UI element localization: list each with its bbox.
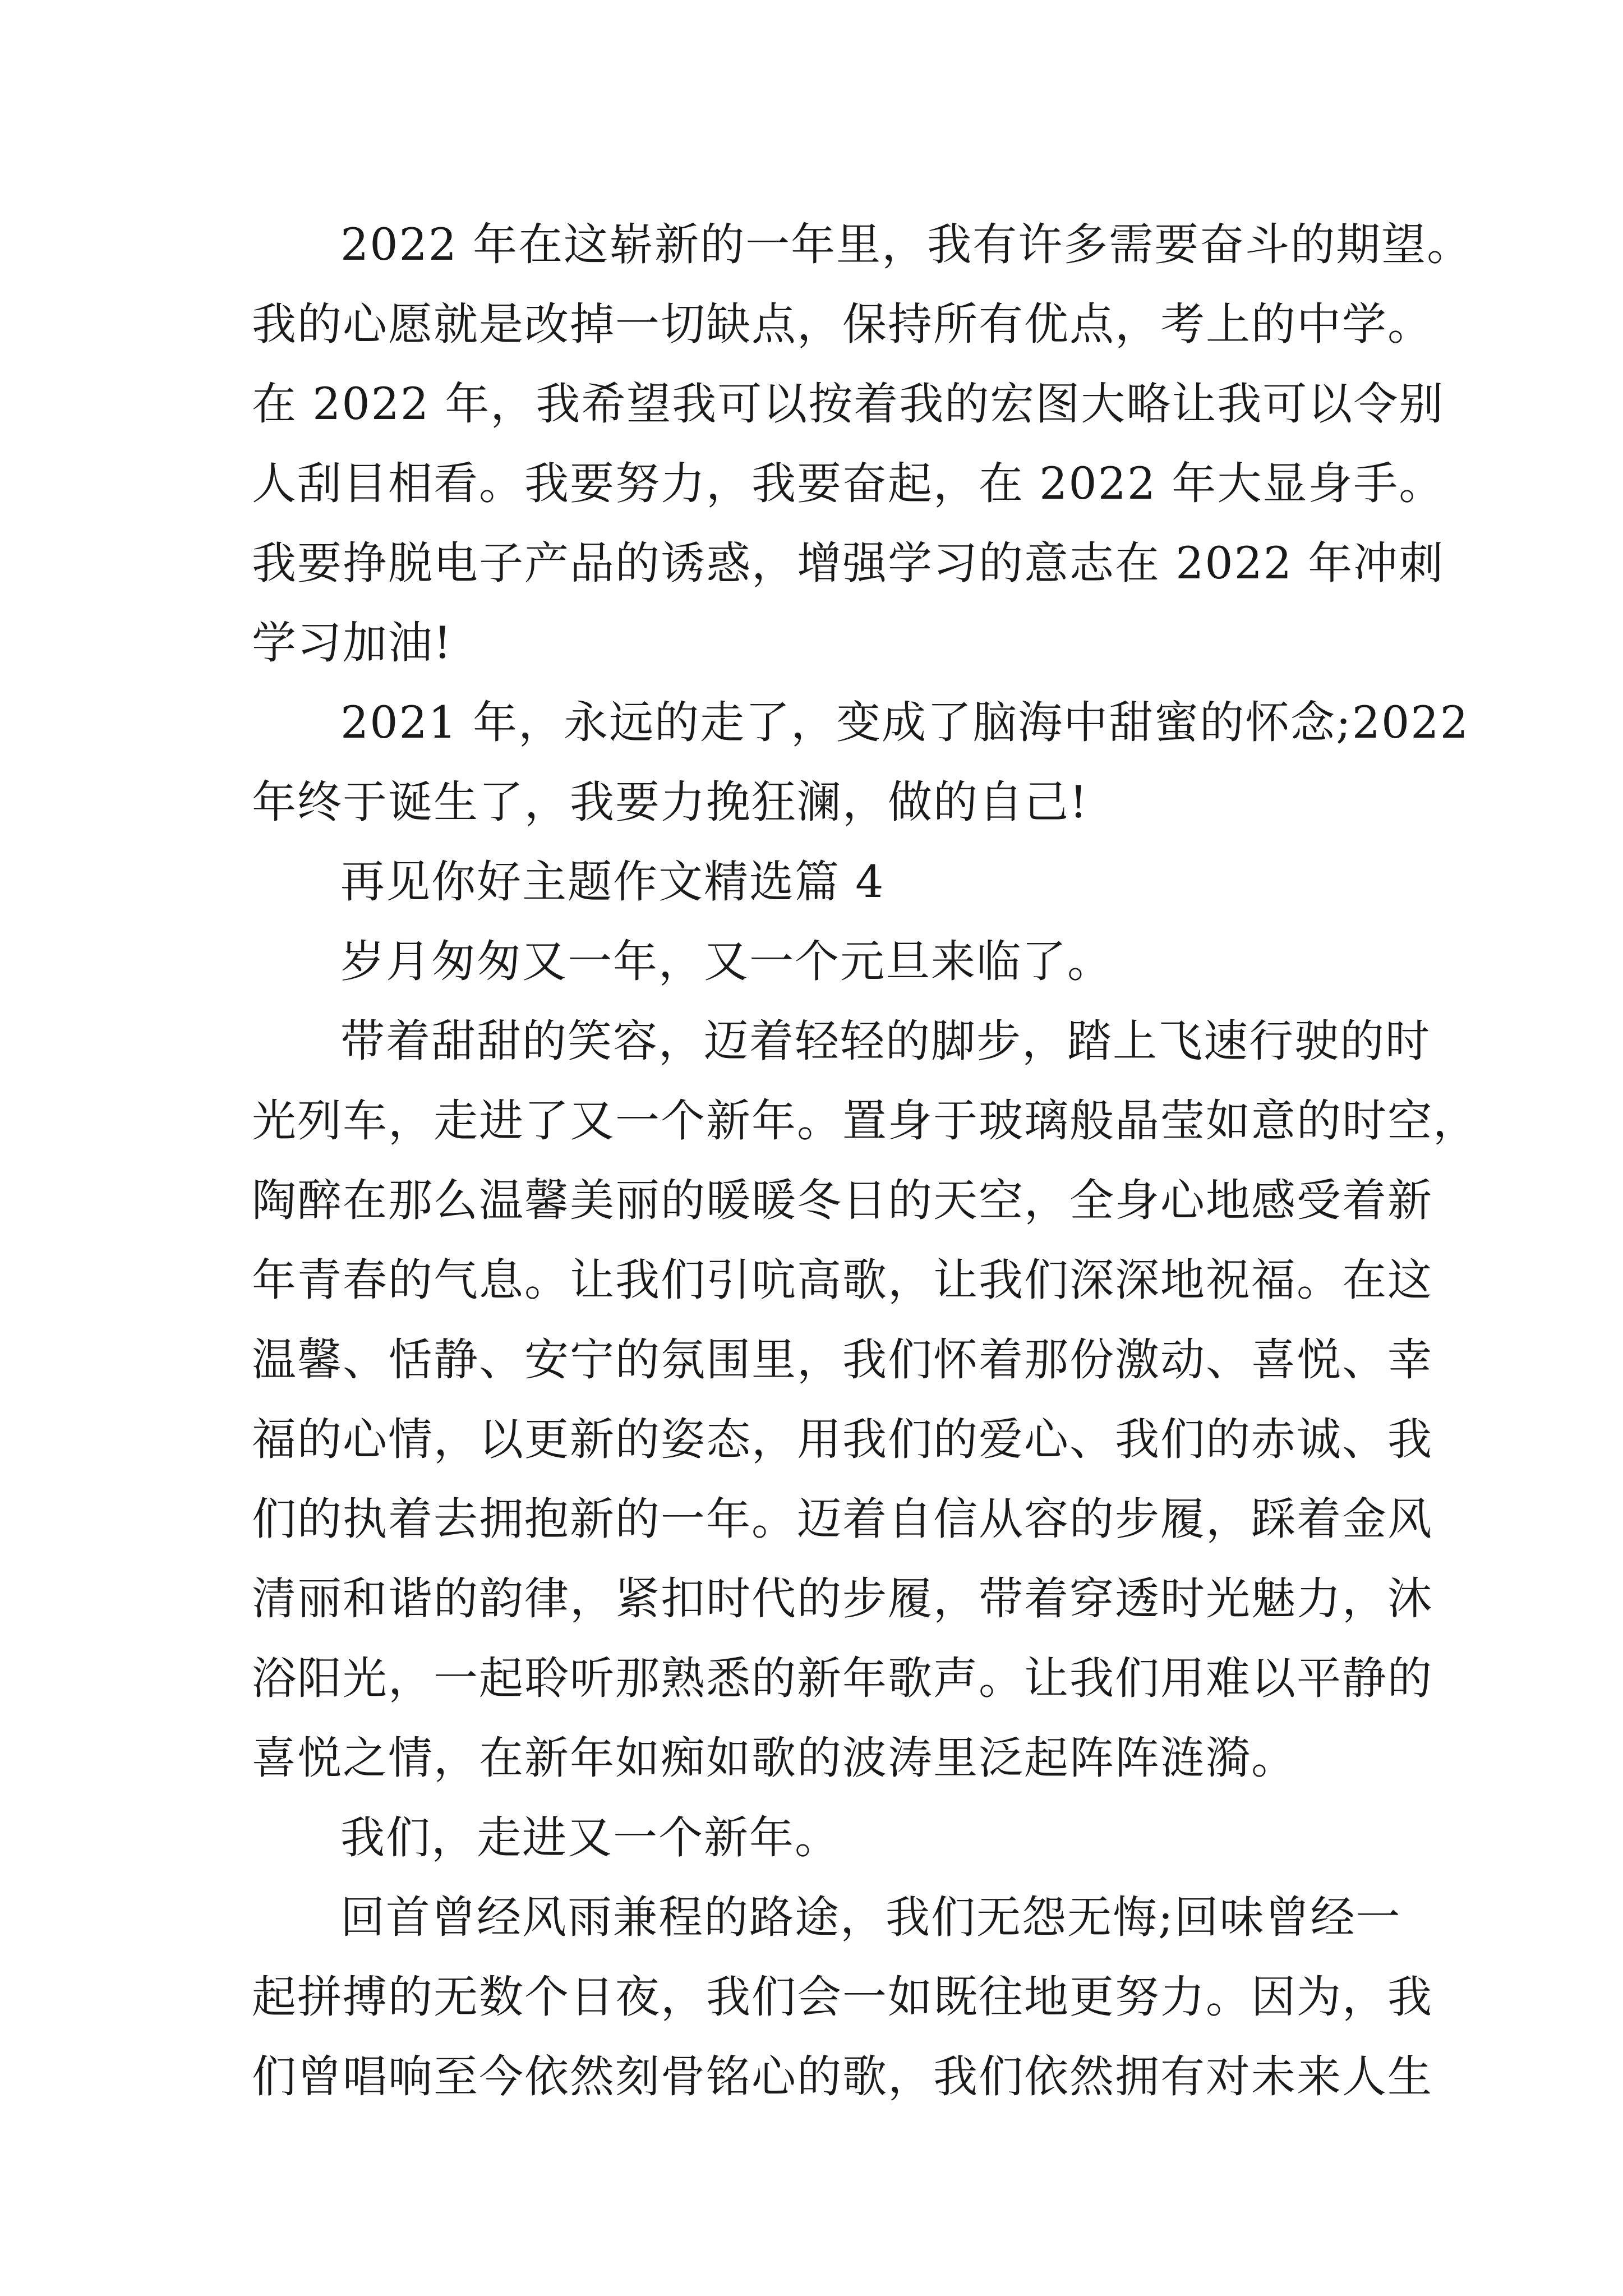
section-heading: 再见你好主题作文精选篇 4 xyxy=(340,856,885,908)
text-line: 陶醉在那么温馨美丽的暖暖冬日的天空，全身心地感受着新 xyxy=(252,1175,1433,1226)
text-line: 2022 年在这崭新的一年里，我有许多需要奋斗的期望。 xyxy=(340,219,1473,270)
text-line: 起拼搏的无数个日夜，我们会一如既往地更努力。因为，我 xyxy=(252,1971,1433,2023)
text-line: 福的心情，以更新的姿态，用我们的爱心、我们的赤诚、我 xyxy=(252,1414,1433,1465)
text-line: 带着甜甜的笑容，迈着轻轻的脚步，踏上飞速行驶的时 xyxy=(340,1015,1431,1067)
text-line: 我们，走进又一个新年。 xyxy=(340,1812,840,1864)
text-line: 年青春的气息。让我们引吭高歌，让我们深深地祝福。在这 xyxy=(252,1254,1433,1306)
text-line: 在 2022 年，我希望我可以按着我的宏图大略让我可以令别 xyxy=(252,378,1445,430)
document-body xyxy=(252,205,1478,2116)
text-line: 光列车，走进了又一个新年。置身于玻璃般晶莹如意的时空， xyxy=(252,1095,1478,1147)
text-line: 人刮目相看。我要努力，我要奋起，在 2022 年大显身手。 xyxy=(252,458,1445,509)
text-line: 浴阳光，一起聆听那熟悉的新年歌声。让我们用难以平静的 xyxy=(252,1653,1433,1704)
text-line: 温馨、恬静、安宁的氛围里，我们怀着那份激动、喜悦、幸 xyxy=(252,1334,1433,1386)
text-line: 们曾唱响至今依然刻骨铭心的歌，我们依然拥有对未来人生 xyxy=(252,2051,1433,2102)
text-line: 我要挣脱电子产品的诱惑，增强学习的意志在 2022 年冲刺 xyxy=(252,537,1445,589)
text-line: 们的执着去拥抱新的一年。迈着自信从容的步履，踩着金风 xyxy=(252,1493,1433,1545)
text-line: 岁月匆匆又一年，又一个元旦来临了。 xyxy=(340,936,1113,987)
text-line: 清丽和谐的韵律，紧扣时代的步履，带着穿透时光魅力，沐 xyxy=(252,1573,1433,1625)
text-line: 回首曾经风雨兼程的路途，我们无怨无悔;回味曾经一 xyxy=(340,1892,1401,1943)
text-line: 喜悦之情，在新年如痴如歌的波涛里泛起阵阵涟漪。 xyxy=(252,1732,1297,1784)
text-line: 我的心愿就是改掉一切缺点，保持所有优点，考上的中学。 xyxy=(252,298,1433,350)
text-line: 年终于诞生了，我要力挽狂澜，做的自己! xyxy=(252,776,1089,828)
text-line: 学习加油! xyxy=(252,617,453,669)
text-line: 2021 年，永远的走了，变成了脑海中甜蜜的怀念;2022 xyxy=(340,697,1469,748)
